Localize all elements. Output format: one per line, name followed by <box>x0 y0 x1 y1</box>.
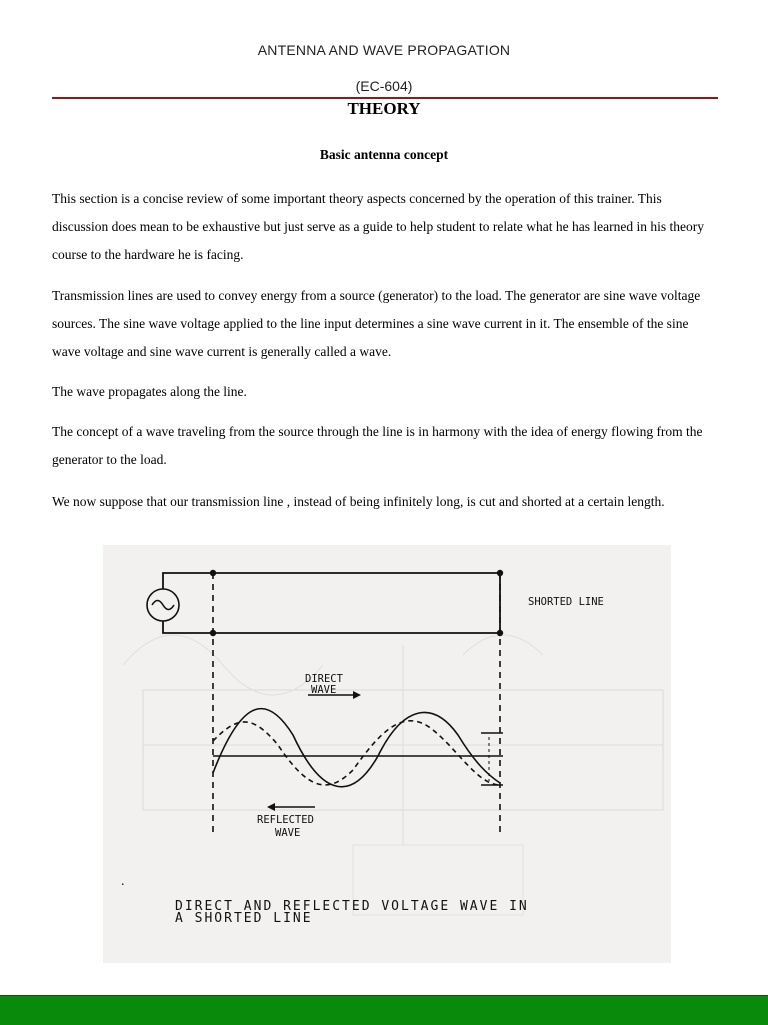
reflected-wave-label-2: WAVE <box>275 827 301 839</box>
paragraph-wave-propagates: The wave propagates along the line. <box>52 384 247 399</box>
reflected-wave-label: REFLECTED <box>257 814 314 826</box>
paragraph-shorted-line: We now suppose that our transmission line , instead of being infinitely long, is cut and shorted at a certain length. <box>52 494 665 509</box>
figure-caption-line-1: DIRECT AND REFLECTED VOLTAGE WAVE IN <box>175 899 529 914</box>
document-course-code: (EC-604) <box>355 78 413 94</box>
figure-caption-line-2: A SHORTED LINE <box>175 911 313 926</box>
shorted-line-label: SHORTED LINE <box>528 596 604 608</box>
direct-wave-label: DIRECT <box>305 673 343 685</box>
page-heading: THEORY <box>347 99 421 118</box>
direct-wave-curve <box>213 709 500 787</box>
document-header-title: ANTENNA AND WAVE PROPAGATION <box>257 42 511 58</box>
footer-bar <box>0 995 768 1025</box>
paragraph-intro: This section is a concise review of some important theory aspects concerned by the operation of this trainer. This discussion does mean to be exhaustive but just serve as a guide to help student to relate what he has learned in his theory course to the hardware he is facing. <box>52 191 704 262</box>
paragraph-transmission-lines: Transmission lines are used to convey energy from a source (generator) to the load. The generator are sine wave voltage sources. The sine wave voltage applied to the line input determines a sine wave current in it. The ensemble of the sine wave voltage and sine wave current is generally called a wave. <box>52 288 701 359</box>
reflected-wave-curve <box>213 721 500 785</box>
section-title: Basic antenna concept <box>319 147 449 162</box>
shorted-line-diagram <box>103 545 671 963</box>
paragraph-wave-concept: The concept of a wave traveling from the source through the line is in harmony with the idea of energy flowing from the generator to the load. <box>52 424 703 467</box>
transmission-line <box>163 573 500 633</box>
direct-wave-label-2: WAVE <box>311 684 337 696</box>
shorted-line-figure <box>103 545 671 963</box>
stray-dot: . <box>121 874 125 889</box>
scan-bleed-through <box>123 635 663 915</box>
